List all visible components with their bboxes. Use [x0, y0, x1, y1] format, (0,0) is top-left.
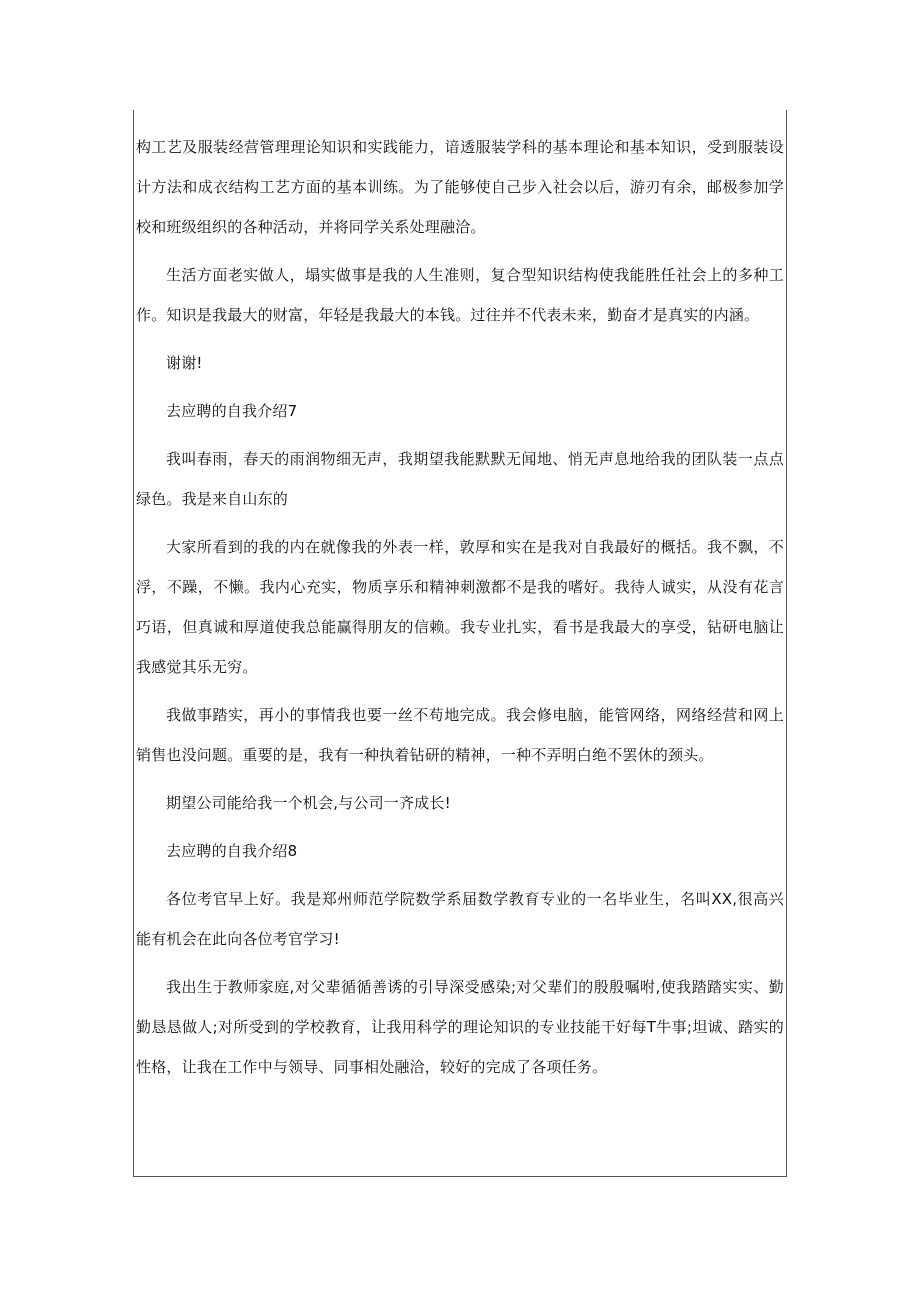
- section-heading-7: 去应聘的自我介绍7: [166, 402, 298, 420]
- page-border-left: [133, 110, 134, 1177]
- paragraph-personality: 大家所看到的我的内在就像我的外表一样，敦厚和实在是我对自我最好的概括。我不飘，不浮，不躁，不懒。我内心充实，物质享乐和精神刺激都不是我的嗜好。我待人诚实，从没有花言巧语，但真诚和厚道使我总能赢得朋友的信赖。我专业扎实，看书是我最大的享受，钻研电脑让我感觉其乐无穷。: [136, 538, 784, 676]
- paragraph-work-attitude: 我做事踏实，再小的事情我也要一丝不苟地完成。我会修电脑，能管网络，网络经营和网上销售也没问题。重要的是，我有一种执着钻研的精神，一种不弄明白绝不罢休的颈头。: [136, 706, 784, 764]
- paragraph-intro-name: 我叫春雨，春天的雨润物细无声，我期望我能默默无闻地、悄无声息地给我的团队装一点点绿色。我是来自山东的: [136, 450, 784, 508]
- paragraph-greeting: 各位考官早上好。我是郑州师范学院数学系届数学教育专业的一名毕业生，名叫XX,很高兴能有机会在此向各位考官学习!: [136, 890, 784, 948]
- paragraph-background: 我出生于教师家庭,对父辈循循善诱的引导深受感染;对父辈们的殷殷嘱咐,使我踏踏实实、勤勤恳恳做人;对所受到的学校教育，让我用科学的理论知识的专业技能干好每T牛事;坦诚、踏实的性格，让我在工作中与领导、同事相处融洽，较好的完成了各项任务。: [136, 978, 784, 1076]
- page-border-bottom: [133, 1176, 787, 1177]
- paragraph-continuation: 构工艺及服装经营管理理论知识和实践能力，谙透服装学科的基本理论和基本知识，受到服装设计方法和成衣结构工艺方面的基本训练。为了能够使自己步入社会以后，游刃有余，邮极参加学校和班级组织的各种活动，并将同学关系处理融洽。: [136, 138, 784, 236]
- paragraph-closing-hope: 期望公司能给我一个机会,与公司一齐成长!: [166, 794, 451, 812]
- paragraph-life-principles: 生活方面老实做人，塌实做事是我的人生准则，复合型知识结构使我能胜任社会上的多种工作。知识是我最大的财富，年轻是我最大的本钱。过往并不代表未来，勤奋才是真实的内涵。: [136, 266, 784, 324]
- section-heading-8: 去应聘的自我介绍8: [166, 842, 298, 860]
- paragraph-thanks: 谢谢!: [166, 354, 203, 372]
- page-border-right: [786, 110, 787, 1177]
- document-body: [136, 127, 784, 1095]
